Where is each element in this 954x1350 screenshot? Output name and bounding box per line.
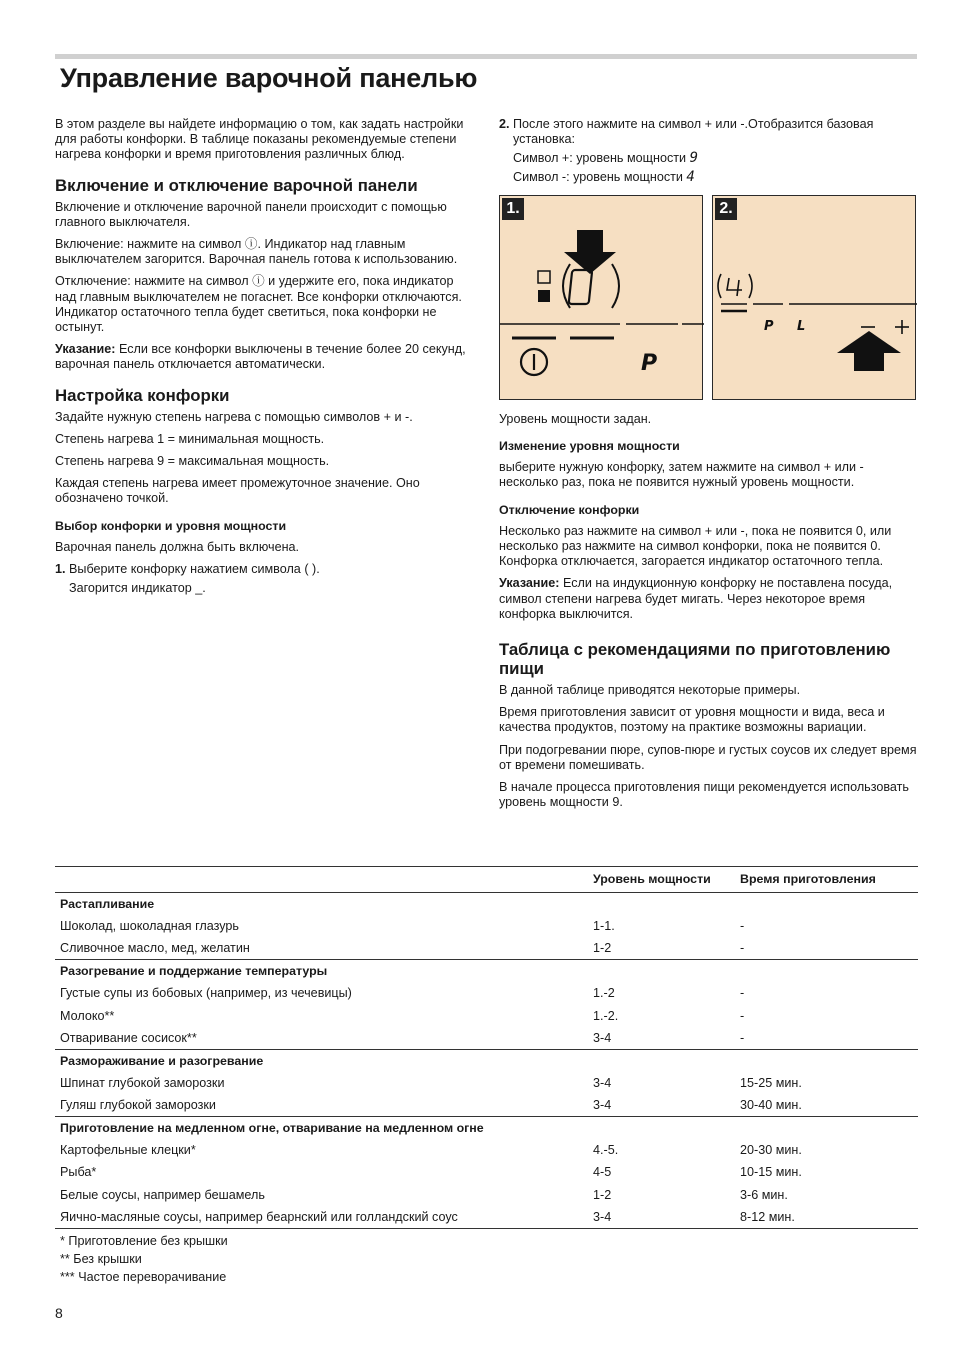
step-1 [55,562,473,577]
minus-value: 4 [686,168,695,185]
table-section-heading: Таблица с рекомендациями по приготовлению пищи [499,640,891,679]
cell-time: - [740,919,745,934]
step-1-line2: Загорится индикатор _. [69,581,206,596]
table-row [55,937,918,959]
change-heading: Изменение уровня мощности [499,439,680,454]
residual-heat-icon [538,271,550,302]
cell-name: Молоко** [60,1008,115,1023]
setting-p4: Каждая степень нагрева имеет промежуточное значение. Оно обозначено точкой. [55,476,420,506]
cooktop-panel-illustration-1 [500,196,704,401]
setting-p3: Степень нагрева 9 = максимальная мощность. [55,454,330,469]
note-text: Если все конфорки выключены в течение более 20 секунд, варочная панель отключается автоматически. [55,342,466,372]
cell-power: 4-5 [593,1165,612,1180]
right-column [499,117,919,817]
table-group-row [55,960,918,982]
footnotes [60,1232,228,1286]
cell-name: Картофельные клецки* [60,1142,196,1157]
cell-power: 4.-5. [593,1142,619,1157]
switching-heading: Включение и отключение варочной панели [55,175,418,195]
table-row [55,1184,918,1206]
cell-name: Белые соусы, например бешамель [60,1187,265,1202]
cell-time: 10-15 мин. [740,1165,802,1180]
off-heading: Отключение конфорки [499,502,640,517]
switching-p2: Включение: нажмите на символ ⓘ. Индикатор над главным выключателем загорится. Варочная панель готова к использованию. [55,237,458,267]
cell-time: 3-6 мин. [740,1187,788,1202]
plus-icon [895,320,909,334]
cell-power: 3-4 [593,1030,612,1045]
table-row [55,1004,918,1026]
table-row [55,1072,918,1094]
top-rule [55,54,917,59]
left-column [55,117,473,603]
diagram-step-1 [499,195,703,400]
induction-note [499,576,919,622]
cell-power: 3-4 [593,1097,612,1112]
diagram-1-badge: 1. [502,198,524,220]
cell-time: 15-25 мин. [740,1075,802,1090]
cell-time: 8-12 мин. [735,1206,918,1228]
step-1-number: 1. [55,562,66,577]
cell-time: - [740,941,745,956]
cell-power: 1-2 [593,1187,612,1202]
group-title: Размораживание и разогревание [55,1049,918,1071]
table-group-row [55,893,918,915]
switching-p1: Включение и отключение варочной панели происходит с помощью главного выключателя. [55,199,447,229]
cell-name: Шпинат глубокой заморозки [60,1075,225,1090]
header-dish [55,867,588,893]
switching-note [55,342,473,372]
change-text: выберите нужную конфорку, затем нажмите на символ + или - несколько раз, пока не появится нужный уровень мощности. [499,460,864,490]
power-button-icon [521,349,547,375]
plus-value: 9 [689,150,699,167]
table-intro-p2: Время приготовления зависит от уровня мощности и вида, веса и качества продуктов, поэтому на практике возможны вариации. [499,705,885,735]
cell-time: - [740,1008,745,1023]
level-set-text: Уровень мощности задан. [499,411,652,426]
table-row [55,1161,918,1183]
setting-heading: Настройка конфорки [55,385,230,405]
table-row [55,1139,918,1161]
table-group-row [55,1116,918,1138]
footnote-2: ** Без крышки [60,1252,142,1266]
diagram-2-badge: 2. [715,198,737,220]
down-arrow-icon [564,230,616,274]
cell-time: - [740,1030,745,1045]
footnote-1: * Приготовление без крышки [60,1234,228,1248]
cell-time: 20-30 мин. [740,1142,802,1157]
cell-power: 3-4 [588,1206,735,1228]
off-text: Несколько раз нажмите на символ + или -, пока не появится 0, или несколько раз нажмите на символ конфорки, пока не появится 0. Конфорка отключается, загорается индикатор остаточного тепла. [499,523,892,569]
diagram-step-2 [712,195,916,400]
header-time: Время приготовления [735,867,918,893]
setting-p2: Степень нагрева 1 = минимальная мощность. [55,431,325,446]
switching-p3: Отключение: нажмите на символ ⓘ и удержите его, пока индикатор над главным выключателем не погаснет. Все конфорки отключаются. Индикатор остаточного тепла будет светиться, пока конфорки не остынут. [55,274,462,335]
plus-line [499,151,919,166]
table-group-row [55,1049,918,1071]
table-row [55,982,918,1004]
note-text: Если на индукционную конфорку не поставлена посуда, символ степени нагрева будет мигать. Через некоторое время конфорка выключится. [499,576,893,621]
up-arrow-icon [837,331,901,371]
step-2-text: После этого нажмите на символ + или -.Отобразится базовая установка: [513,117,874,147]
page-number: 8 [55,1305,63,1321]
level-display-icon [718,274,752,298]
cell-time: - [740,986,745,1001]
cooktop-panel-illustration-2 [713,196,917,401]
cell-time: 30-40 мин. [740,1097,802,1112]
step-1-text: Выберите конфорку нажатием символа ( ). [69,562,320,577]
footnote-3: *** Частое переворачивание [60,1270,227,1284]
setting-p1: Задайте нужную степень нагрева с помощью символов + и -. [55,409,413,424]
table-intro-p1: В данной таблице приводятся некоторые примеры. [499,683,801,698]
table-intro-p3: При подогревании пюре, супов-пюре и густых соусов их следует время от времени помешивать. [499,742,917,772]
group-title: Разогревание и поддержание температуры [55,960,918,982]
cell-name: Густые супы из бобовых (например, из чечевицы) [60,986,352,1001]
cell-name: Гуляш глубокой заморозки [60,1097,216,1112]
cell-name: Шоколад, шоколадная глазурь [60,919,239,934]
control-diagrams [499,195,919,400]
p-symbol-icon: P [641,350,658,376]
cell-power: 1-2 [593,941,612,956]
l-symbol-icon: L [797,318,806,334]
table-row [55,1094,918,1116]
cell-name: Сливочное масло, мед, желатин [60,941,250,956]
cooking-recommendations-table [55,866,918,1229]
note-label: Указание: [55,342,116,357]
table-row [55,1206,918,1228]
minus-label: Символ -: уровень мощности [513,169,683,184]
selection-p: Варочная панель должна быть включена. [55,539,300,554]
selection-heading: Выбор конфорки и уровня мощности [55,518,287,533]
cell-name: Отваривание сосисок** [60,1030,197,1045]
p-symbol-icon: P [764,318,774,334]
cell-power: 3-4 [593,1075,612,1090]
cell-power: 1.-2 [593,986,615,1001]
cell-name: Яично-масляные соусы, например беарнский или голландский соус [55,1206,588,1228]
table-row [55,1027,918,1049]
step-2 [499,117,919,147]
zone-display-icon [563,264,619,308]
cell-power: 1.-2. [593,1008,619,1023]
group-title: Приготовление на медленном огне, отваривание на медленном огне [55,1116,918,1138]
cell-power: 1-1. [593,919,615,934]
minus-line [499,170,919,185]
page-title: Управление варочной панелью [60,63,478,93]
table-row [55,915,918,937]
header-power: Уровень мощности [588,867,735,893]
table-intro-p4: В начале процесса приготовления пищи рекомендуется использовать уровень мощности 9. [499,780,909,810]
plus-label: Символ +: уровень мощности [513,151,687,166]
note-label: Указание: [499,576,560,591]
table-body [55,893,918,1229]
group-title: Растапливание [60,896,155,911]
step-2-number: 2. [499,117,510,131]
intro-text: В этом разделе вы найдете информацию о том, как задать настройки для работы конфорки. В таблице показаны рекомендуемые степени нагрева конфорки и время приготовления различных блюд. [55,117,464,162]
table-header-row [55,867,918,893]
cell-name: Рыба* [60,1165,97,1180]
